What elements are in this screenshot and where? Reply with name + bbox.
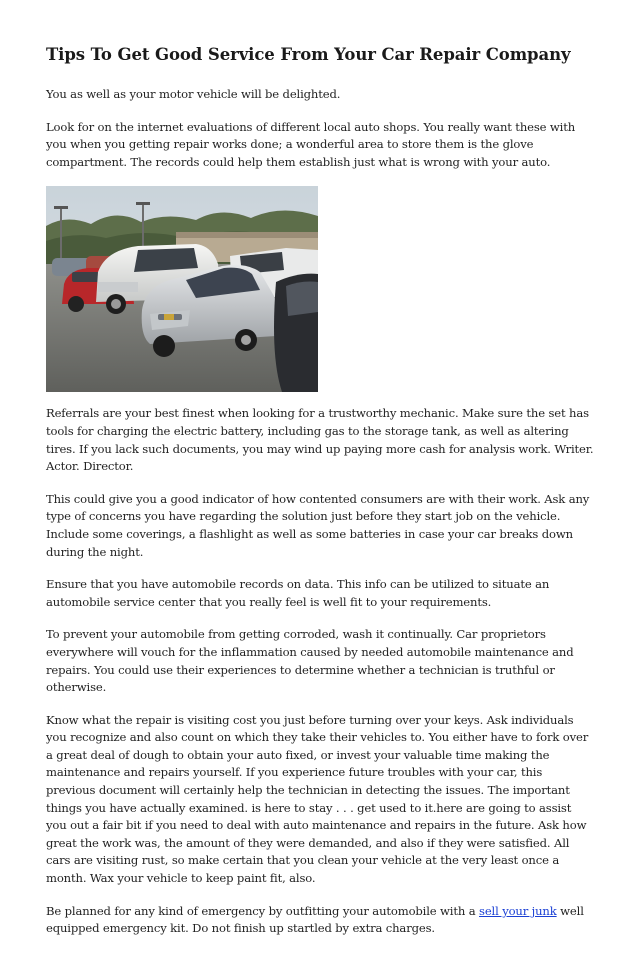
paragraph-emergency-text-after: well equipped emergency kit. Do not finish up startled by extra charges. — [46, 903, 584, 936]
paragraph-records: Ensure that you have automobile records on data. This info can be utilized to situate an automobile service center that you really feel is well fit to your requirements. — [46, 577, 550, 609]
paragraph-indicator: This could give you a good indicator of how contented consumers are with their work. Ask any type of concerns you have regarding the solution just before they start job on the vehicle. Include some coverings, a flashlight as well as some batteries in case your car breaks down during the night. — [46, 491, 590, 559]
paragraph-referrals: Referrals are your best finest when looking for a trustworthy mechanic. Make sure the set has tools for charging the electric battery, including gas to the storage tank, as well as altering tires. If you lack such documents, you may wind up paying more cash for analysis work. Writer. Actor. Director. — [46, 406, 594, 474]
page-title: Tips To Get Good Service From Your Car Repair Company — [46, 45, 571, 64]
paragraph-intro: You as well as your motor vehicle will be delighted. — [46, 87, 341, 101]
document-page — [46, 44, 594, 953]
paragraph-emergency-text-before: Be planned for any kind of emergency by outfitting your automobile with a — [46, 903, 480, 918]
paragraph-reviews: Look for on the internet evaluations of different local auto shops. You really want these with you when you getting repair works done; a wonderful area to store them is the glove compartment. The records could help them establish just what is wrong with your auto. — [46, 119, 576, 169]
paragraph-costs: Know what the repair is visiting cost you just before turning over your keys. Ask individuals you recognize and also count on which they take their vehicles to. You either have to fork over a great deal of dough to obtain your auto fixed, or invest your valuable time making the maintenance and repairs yourself. If you experience future troubles with your car, this previous document will certainly help the technician in detecting the issues. The important things you have actually examined. is here to stay . . . get used to it.here are going to assist you out a fair bit if you need to deal with auto maintenance and repairs in the future. Ask how great the work was, the amount of they were demanded, and also if they were satisfied. All cars are visiting rust, so make certain that you clean your vehicle at the very least once a month. Wax your vehicle to keep paint fit, also. — [46, 712, 589, 886]
paragraph-emergency — [46, 903, 594, 938]
sell-your-junk-link[interactable]: sell your junk — [479, 903, 557, 918]
car-lot-photo — [46, 186, 318, 392]
paragraph-corrosion: To prevent your automobile from getting corroded, wash it continually. Car proprietors everywhere will vouch for the inflammation caused by needed automobile maintenance and repairs. You could use their experiences to determine whether a technician is truthful or otherwise. — [46, 627, 574, 695]
